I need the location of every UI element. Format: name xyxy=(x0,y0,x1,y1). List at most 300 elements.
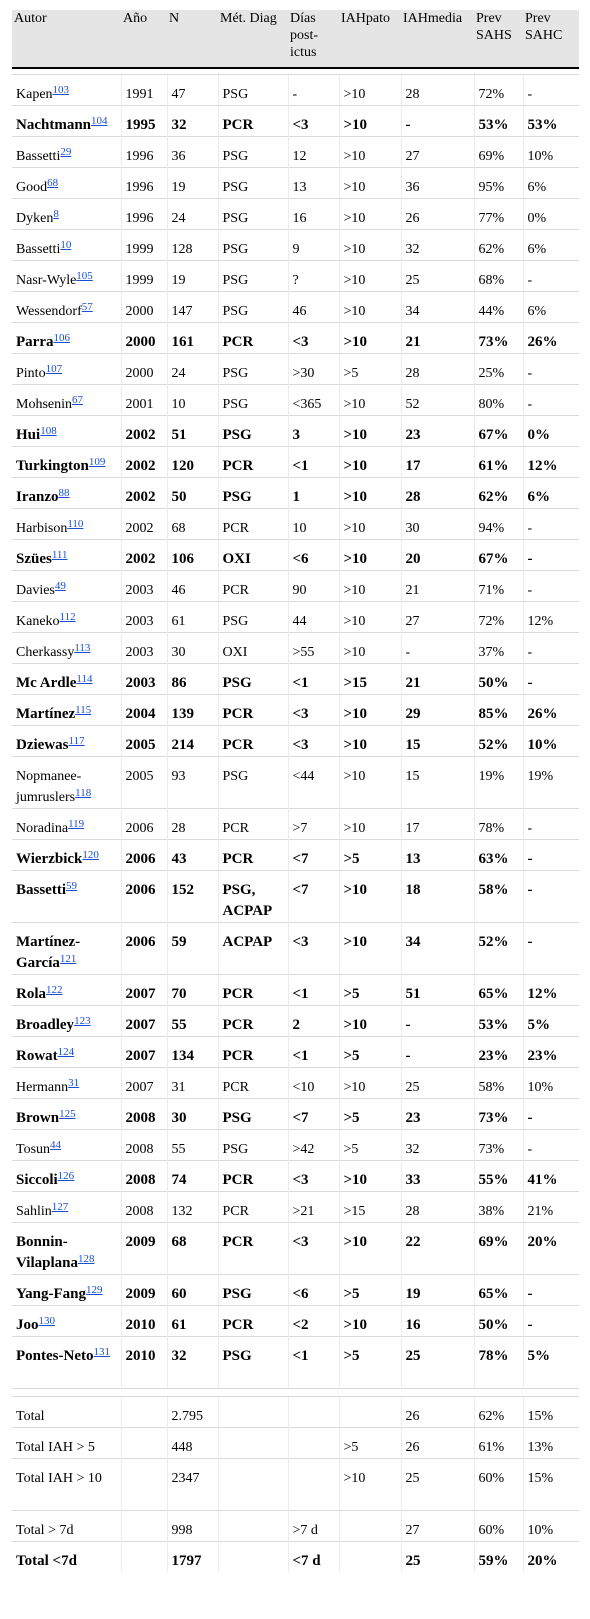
reference-link[interactable]: 67 xyxy=(72,393,83,406)
cell-autor xyxy=(12,1427,121,1458)
header-dias-post-ictus: Días post-ictus xyxy=(288,10,339,68)
table-row xyxy=(12,1336,579,1388)
author-name: Wessendorf xyxy=(16,303,82,319)
reference-link[interactable]: 88 xyxy=(58,486,70,499)
cell-ano xyxy=(121,1510,167,1541)
reference-link[interactable]: 130 xyxy=(38,1314,55,1327)
cell-n: 19 xyxy=(167,167,218,198)
cell-prev-sahc: 12% xyxy=(523,601,579,632)
cell-prev-sahs: 52% xyxy=(474,725,523,756)
cell-dias: >7 xyxy=(288,808,339,839)
table-row xyxy=(12,808,579,839)
cell-met-diag xyxy=(218,1510,288,1541)
reference-link[interactable]: 108 xyxy=(40,424,57,437)
cell-autor xyxy=(12,384,121,415)
cell-iahpato: >10 xyxy=(339,1005,401,1036)
cell-iahmedia: 32 xyxy=(401,1129,474,1160)
table-row xyxy=(12,477,579,508)
cell-prev-sahc: - xyxy=(523,1274,579,1305)
cell-ano: 1999 xyxy=(121,229,167,260)
cell-ano: 2002 xyxy=(121,539,167,570)
cell-iahmedia: 30 xyxy=(401,508,474,539)
cell-iahpato: >10 xyxy=(339,808,401,839)
author-name: Rowat xyxy=(16,1047,58,1064)
cell-prev-sahs: 59% xyxy=(474,1541,523,1572)
cell-ano xyxy=(121,1427,167,1458)
cell-iahmedia: - xyxy=(401,1036,474,1067)
cell-n: 28 xyxy=(167,808,218,839)
table-row xyxy=(12,291,579,322)
cell-ano: 2008 xyxy=(121,1191,167,1222)
table-row xyxy=(12,105,579,136)
cell-met-diag: ACPAP xyxy=(218,922,288,974)
cell-prev-sahs: 60% xyxy=(474,1510,523,1541)
author-name: Martínez xyxy=(16,705,76,722)
reference-link[interactable]: 117 xyxy=(68,734,85,747)
cell-iahmedia: 15 xyxy=(401,725,474,756)
cell-prev-sahs: 73% xyxy=(474,1098,523,1129)
cell-prev-sahs: 53% xyxy=(474,1005,523,1036)
cell-prev-sahc: 5% xyxy=(523,1005,579,1036)
cell-dias: <365 xyxy=(288,384,339,415)
reference-link[interactable]: 112 xyxy=(59,610,76,623)
cell-dias: <7 d xyxy=(288,1541,339,1572)
cell-n: 32 xyxy=(167,1336,218,1388)
cell-met-diag: PSG xyxy=(218,477,288,508)
author-name: Szües xyxy=(16,550,52,567)
reference-link[interactable]: 104 xyxy=(91,114,108,127)
cell-prev-sahs: 63% xyxy=(474,839,523,870)
cell-n: 70 xyxy=(167,974,218,1005)
table-row xyxy=(12,922,579,974)
cell-iahpato: >10 xyxy=(339,632,401,663)
author-name: Kaneko xyxy=(16,613,60,629)
author-name: Parra xyxy=(16,333,54,350)
reference-link[interactable]: 10 xyxy=(60,238,72,251)
cell-prev-sahc: 10% xyxy=(523,725,579,756)
total-row xyxy=(12,1396,579,1427)
table-row xyxy=(12,415,579,446)
cell-iahmedia: 32 xyxy=(401,229,474,260)
author-name: Hermann xyxy=(16,1079,69,1095)
cell-n: 36 xyxy=(167,136,218,167)
reference-link[interactable]: 59 xyxy=(66,879,77,892)
table-row xyxy=(12,663,579,694)
cell-prev-sahc: - xyxy=(523,663,579,694)
reference-link[interactable]: 122 xyxy=(46,983,63,996)
cell-prev-sahc: - xyxy=(523,808,579,839)
cell-ano xyxy=(121,1396,167,1427)
cell-ano: 2009 xyxy=(121,1274,167,1305)
cell-iahpato: >5 xyxy=(339,1336,401,1388)
table-row xyxy=(12,725,579,756)
cell-dias: <1 xyxy=(288,663,339,694)
reference-link[interactable]: 103 xyxy=(52,83,70,96)
cell-autor xyxy=(12,353,121,384)
cell-n: 43 xyxy=(167,839,218,870)
cell-prev-sahc: - xyxy=(523,632,579,663)
cell-n: 2347 xyxy=(167,1458,218,1510)
table-row xyxy=(12,539,579,570)
cell-ano: 2007 xyxy=(121,1036,167,1067)
cell-met-diag xyxy=(218,1541,288,1572)
cell-ano: 1991 xyxy=(121,74,167,105)
cell-prev-sahs: 67% xyxy=(474,415,523,446)
cell-autor xyxy=(12,570,121,601)
cell-met-diag: PSG xyxy=(218,1098,288,1129)
cell-iahpato xyxy=(339,1510,401,1541)
cell-iahpato: >10 xyxy=(339,601,401,632)
table-row xyxy=(12,1274,579,1305)
cell-autor xyxy=(12,322,121,353)
cell-dias: ? xyxy=(288,260,339,291)
reference-link[interactable]: 113 xyxy=(74,641,91,654)
cell-ano: 2006 xyxy=(121,839,167,870)
reference-link[interactable]: 68 xyxy=(47,176,59,189)
cell-autor xyxy=(12,1274,121,1305)
reference-link[interactable]: 106 xyxy=(53,331,70,344)
table-row xyxy=(12,1005,579,1036)
cell-n: 31 xyxy=(167,1067,218,1098)
cell-autor xyxy=(12,1129,121,1160)
reference-link[interactable]: 119 xyxy=(68,817,85,830)
header-iahpato: IAHpato xyxy=(339,10,401,68)
cell-autor xyxy=(12,1396,121,1427)
cell-iahmedia: 29 xyxy=(401,694,474,725)
author-name: Martínez-García xyxy=(16,933,81,971)
reference-link[interactable]: 107 xyxy=(45,362,63,375)
header-prev-sahs: Prev SAHS xyxy=(474,10,523,68)
cell-autor xyxy=(12,1305,121,1336)
table-row xyxy=(12,198,579,229)
cell-iahpato: >5 xyxy=(339,1274,401,1305)
cell-ano: 2000 xyxy=(121,353,167,384)
cell-n: 46 xyxy=(167,570,218,601)
cell-ano: 2003 xyxy=(121,570,167,601)
reference-link[interactable]: 127 xyxy=(51,1200,69,1213)
reference-link[interactable]: 44 xyxy=(50,1138,62,1151)
cell-iahpato: >10 xyxy=(339,694,401,725)
cell-iahmedia: 28 xyxy=(401,1191,474,1222)
reference-link[interactable]: 128 xyxy=(77,1252,95,1265)
cell-prev-sahc: 6% xyxy=(523,229,579,260)
cell-ano: 2007 xyxy=(121,1005,167,1036)
cell-n: 68 xyxy=(167,1222,218,1274)
cell-ano: 1996 xyxy=(121,167,167,198)
cell-n: 68 xyxy=(167,508,218,539)
author-name: Sahlin xyxy=(16,1203,52,1219)
header-autor: Autor xyxy=(12,10,121,68)
cell-prev-sahs: 95% xyxy=(474,167,523,198)
reference-link[interactable]: 126 xyxy=(57,1169,75,1182)
cell-prev-sahc: 23% xyxy=(523,1036,579,1067)
cell-iahmedia: 21 xyxy=(401,570,474,601)
cell-iahpato: >10 xyxy=(339,198,401,229)
cell-ano: 1996 xyxy=(121,136,167,167)
cell-dias: <3 xyxy=(288,105,339,136)
cell-dias: - xyxy=(288,74,339,105)
author-name: Tosun xyxy=(16,1141,51,1157)
cell-n: 60 xyxy=(167,1274,218,1305)
cell-met-diag: PSG xyxy=(218,1336,288,1388)
cell-prev-sahs: 67% xyxy=(474,539,523,570)
cell-iahpato: >5 xyxy=(339,839,401,870)
cell-autor xyxy=(12,839,121,870)
cell-prev-sahc: 0% xyxy=(523,198,579,229)
table-row xyxy=(12,353,579,384)
cell-n: 24 xyxy=(167,198,218,229)
cell-n: 61 xyxy=(167,1305,218,1336)
cell-met-diag: PSG xyxy=(218,260,288,291)
cell-iahpato: >10 xyxy=(339,508,401,539)
cell-ano: 2002 xyxy=(121,415,167,446)
table-row xyxy=(12,1191,579,1222)
reference-link[interactable]: 111 xyxy=(51,548,68,561)
author-name: Nopmanee-jumruslers xyxy=(16,768,82,805)
author-name: Harbison xyxy=(16,520,68,536)
cell-dias: <7 xyxy=(288,870,339,922)
cell-n: 139 xyxy=(167,694,218,725)
cell-prev-sahs: 72% xyxy=(474,601,523,632)
cell-met-diag: PSG xyxy=(218,601,288,632)
cell-prev-sahc: 15% xyxy=(523,1396,579,1427)
table-row xyxy=(12,322,579,353)
cell-autor xyxy=(12,663,121,694)
cell-ano: 2006 xyxy=(121,922,167,974)
reference-link[interactable]: 115 xyxy=(75,703,92,716)
reference-link[interactable]: 123 xyxy=(74,1014,91,1027)
cell-met-diag: OXI xyxy=(218,539,288,570)
cell-iahpato: >5 xyxy=(339,353,401,384)
cell-met-diag xyxy=(218,1458,288,1510)
reference-link[interactable]: 29 xyxy=(60,145,72,158)
cell-ano: 2008 xyxy=(121,1160,167,1191)
cell-iahpato: >10 xyxy=(339,570,401,601)
cell-iahpato: >10 xyxy=(339,539,401,570)
cell-prev-sahs: 52% xyxy=(474,922,523,974)
cell-met-diag: PCR xyxy=(218,1160,288,1191)
cell-prev-sahc: - xyxy=(523,508,579,539)
cell-iahpato: >10 xyxy=(339,477,401,508)
cell-iahmedia: 21 xyxy=(401,663,474,694)
table-row xyxy=(12,570,579,601)
cell-iahpato: >10 xyxy=(339,74,401,105)
cell-met-diag: PSG xyxy=(218,198,288,229)
author-name: Nachtmann xyxy=(16,116,92,133)
cell-iahpato: >10 xyxy=(339,167,401,198)
cell-iahmedia: 20 xyxy=(401,539,474,570)
cell-iahpato: >10 xyxy=(339,922,401,974)
cell-ano: 2002 xyxy=(121,508,167,539)
reference-link[interactable]: 124 xyxy=(57,1045,75,1058)
cell-prev-sahc: - xyxy=(523,1129,579,1160)
cell-iahmedia: 22 xyxy=(401,1222,474,1274)
table-row xyxy=(12,870,579,922)
reference-link[interactable]: 121 xyxy=(59,952,77,965)
cell-n: 30 xyxy=(167,1098,218,1129)
author-name: Mohsenin xyxy=(16,396,72,412)
cell-prev-sahc: 6% xyxy=(523,477,579,508)
cell-met-diag: PSG, ACPAP xyxy=(218,870,288,922)
cell-iahmedia: 16 xyxy=(401,1305,474,1336)
cell-prev-sahs: 73% xyxy=(474,322,523,353)
cell-ano xyxy=(121,1541,167,1572)
table-row xyxy=(12,1098,579,1129)
cell-met-diag xyxy=(218,1427,288,1458)
author-name: Total > 7d xyxy=(16,1522,74,1538)
reference-link[interactable]: 31 xyxy=(68,1076,80,1089)
author-name: Mc Ardle xyxy=(16,674,77,691)
cell-ano: 1996 xyxy=(121,198,167,229)
cell-dias: <1 xyxy=(288,1336,339,1388)
cell-autor xyxy=(12,694,121,725)
cell-dias xyxy=(288,1458,339,1510)
cell-iahpato: >10 xyxy=(339,1067,401,1098)
cell-met-diag xyxy=(218,1396,288,1427)
reference-link[interactable]: 8 xyxy=(53,207,59,220)
reference-link[interactable]: 114 xyxy=(76,672,93,685)
header-met-diag: Mét. Diag xyxy=(218,10,288,68)
cell-iahpato: >5 xyxy=(339,1036,401,1067)
cell-autor xyxy=(12,870,121,922)
cell-iahpato: >10 xyxy=(339,384,401,415)
total-row xyxy=(12,1427,579,1458)
table-row xyxy=(12,1305,579,1336)
cell-met-diag: PCR xyxy=(218,694,288,725)
cell-n: 55 xyxy=(167,1129,218,1160)
cell-dias: <7 xyxy=(288,839,339,870)
cell-met-diag: PSG xyxy=(218,353,288,384)
cell-autor xyxy=(12,477,121,508)
table-row xyxy=(12,839,579,870)
author-name: Brown xyxy=(16,1109,60,1126)
reference-link[interactable]: 110 xyxy=(67,517,84,530)
cell-n: 51 xyxy=(167,415,218,446)
author-name: Nasr-Wyle xyxy=(16,272,77,288)
author-name: Pinto xyxy=(16,365,46,381)
cell-iahpato: >10 xyxy=(339,291,401,322)
reference-link[interactable]: 49 xyxy=(54,579,66,592)
cell-ano: 2002 xyxy=(121,477,167,508)
cell-autor xyxy=(12,1067,121,1098)
table-row xyxy=(12,1222,579,1274)
cell-n: 214 xyxy=(167,725,218,756)
cell-autor xyxy=(12,1098,121,1129)
cell-prev-sahc: 21% xyxy=(523,1191,579,1222)
cell-iahmedia: 33 xyxy=(401,1160,474,1191)
reference-link[interactable]: 57 xyxy=(81,300,93,313)
cell-iahmedia: - xyxy=(401,1005,474,1036)
cell-dias xyxy=(288,1427,339,1458)
cell-prev-sahc: - xyxy=(523,1098,579,1129)
table-row xyxy=(12,1067,579,1098)
cell-n: 10 xyxy=(167,384,218,415)
author-name: Kapen xyxy=(16,86,53,102)
cell-prev-sahc: 6% xyxy=(523,167,579,198)
cell-iahpato: >15 xyxy=(339,1191,401,1222)
cell-dias: >42 xyxy=(288,1129,339,1160)
cell-iahmedia: 28 xyxy=(401,477,474,508)
reference-link[interactable]: 118 xyxy=(75,786,92,799)
cell-dias: <6 xyxy=(288,1274,339,1305)
table-row xyxy=(12,1036,579,1067)
author-name: Bassetti xyxy=(16,881,66,898)
cell-autor xyxy=(12,725,121,756)
cell-prev-sahs: 38% xyxy=(474,1191,523,1222)
cell-iahmedia: 21 xyxy=(401,322,474,353)
cell-prev-sahs: 25% xyxy=(474,353,523,384)
cell-autor xyxy=(12,1510,121,1541)
cell-dias: >7 d xyxy=(288,1510,339,1541)
cell-iahpato: >10 xyxy=(339,1305,401,1336)
cell-dias: <3 xyxy=(288,322,339,353)
cell-dias xyxy=(288,1396,339,1427)
cell-iahmedia: 18 xyxy=(401,870,474,922)
cell-dias: 44 xyxy=(288,601,339,632)
cell-prev-sahc: 53% xyxy=(523,105,579,136)
cell-ano: 2005 xyxy=(121,725,167,756)
cell-prev-sahc: - xyxy=(523,570,579,601)
author-name: Dziewas xyxy=(16,736,69,753)
cell-iahmedia: - xyxy=(401,632,474,663)
cell-iahmedia: 17 xyxy=(401,446,474,477)
reference-link[interactable]: 109 xyxy=(88,455,106,468)
reference-link[interactable]: 125 xyxy=(59,1107,76,1120)
cell-autor xyxy=(12,974,121,1005)
table-row xyxy=(12,74,579,105)
cell-dias: 46 xyxy=(288,291,339,322)
cell-ano: 2003 xyxy=(121,601,167,632)
cell-prev-sahs: 73% xyxy=(474,1129,523,1160)
table-body xyxy=(12,74,579,1572)
cell-iahmedia: 23 xyxy=(401,1098,474,1129)
cell-met-diag: PCR xyxy=(218,974,288,1005)
cell-dias: <10 xyxy=(288,1067,339,1098)
cell-dias: <3 xyxy=(288,1160,339,1191)
cell-n: 32 xyxy=(167,105,218,136)
cell-iahmedia: 19 xyxy=(401,1274,474,1305)
cell-ano xyxy=(121,1458,167,1510)
cell-autor xyxy=(12,291,121,322)
cell-dias: <3 xyxy=(288,922,339,974)
cell-prev-sahs: 58% xyxy=(474,870,523,922)
author-name: Bassetti xyxy=(16,241,61,257)
reference-link[interactable]: 129 xyxy=(86,1283,103,1296)
cell-autor xyxy=(12,1160,121,1191)
cell-iahpato: >10 xyxy=(339,725,401,756)
cell-iahmedia: 34 xyxy=(401,291,474,322)
cell-n: 93 xyxy=(167,756,218,808)
cell-iahmedia: 27 xyxy=(401,1510,474,1541)
cell-prev-sahc: - xyxy=(523,839,579,870)
author-name: Pontes-Neto xyxy=(16,1347,94,1364)
cell-prev-sahc: - xyxy=(523,1305,579,1336)
cell-prev-sahc: 26% xyxy=(523,694,579,725)
reference-link[interactable]: 120 xyxy=(82,848,99,861)
cell-iahmedia: 13 xyxy=(401,839,474,870)
table-row xyxy=(12,1160,579,1191)
cell-prev-sahs: 58% xyxy=(474,1067,523,1098)
reference-link[interactable]: 105 xyxy=(76,269,93,282)
cell-ano: 2001 xyxy=(121,384,167,415)
table-row xyxy=(12,384,579,415)
author-name: Iranzo xyxy=(16,488,59,505)
cell-autor xyxy=(12,446,121,477)
cell-prev-sahs: 69% xyxy=(474,1222,523,1274)
cell-prev-sahc: 0% xyxy=(523,415,579,446)
reference-link[interactable]: 131 xyxy=(93,1345,110,1358)
cell-iahpato: >10 xyxy=(339,136,401,167)
